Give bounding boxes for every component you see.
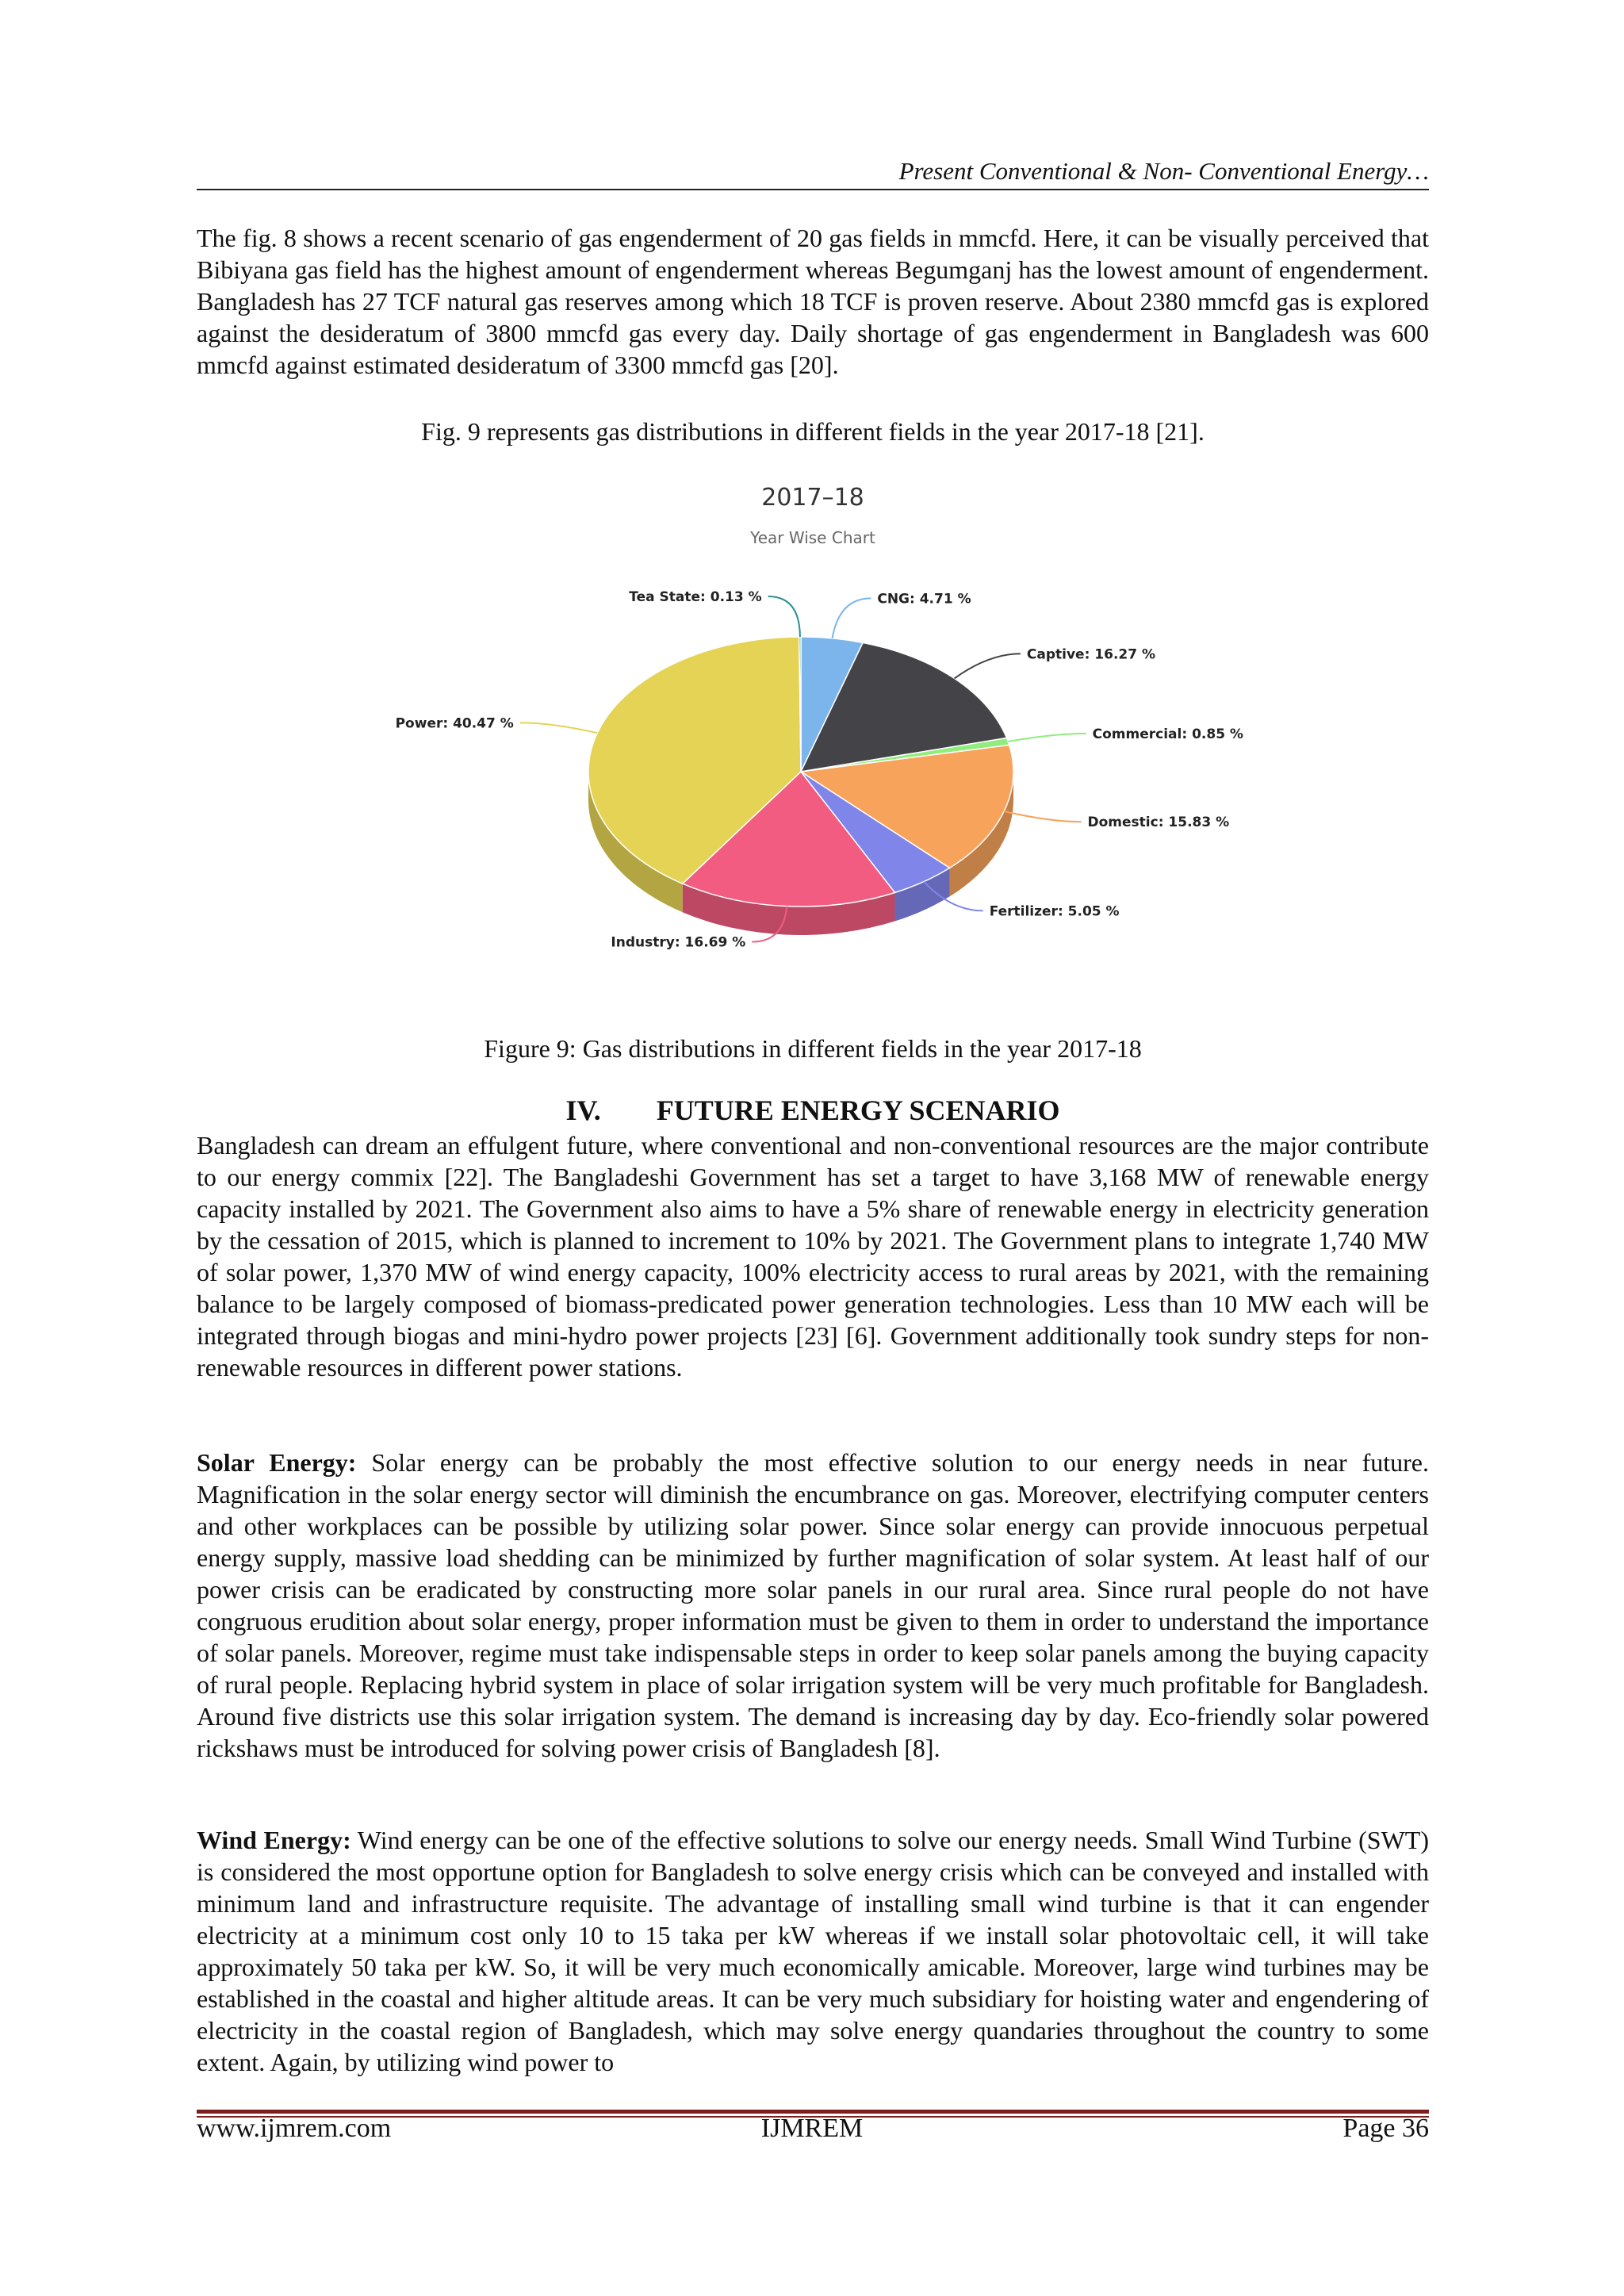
label-connector-3 (1004, 811, 1081, 822)
slice-label-2: Commercial: 0.85 % (1092, 726, 1243, 742)
wind-energy-text: Wind energy can be one of the effective solutions to solve our energy needs. Small Wind Turbine (SWT) is considered the most opportune option for Bangladesh to solve energy crisis which can be conveyed and installed with minimum land and infrastructure requisite. The advantage of installing small wind turbine is that it can engender electricity at a minimum cost only 10 to 15 taka per kW whereas if we install solar photovoltaic cell, it will take approximately 50 taka per kW. So, it will be very much economically amicable. Moreover, large wind turbines may be established in the coastal and higher altitude areas. It can be very much subsidiary for hoisting water and engendering of electricity in the coastal region of Bangladesh, which may solve energy quandaries throughout the country to some extent. Again, by utilizing wind power to (197, 1826, 1430, 2076)
wind-energy-label: Wind Energy: (197, 1826, 351, 1854)
label-connector-7 (768, 596, 800, 637)
pie-slices (588, 637, 1013, 935)
label-connector-2 (1008, 734, 1086, 742)
slice-label-4: Fertilizer: 5.05 % (989, 903, 1120, 920)
future-scenario-paragraph: Bangladesh can dream an effulgent future, where conventional and non-conventional resources are the major contribute to our energy commix [22]. The Bangladeshi Government has set a target to have 3,168 MW of renewable energy capacity installed by 2021. The Government also aims to have a 5% share of renewable energy in electricity generation by the cessation of 2015, which is planned to increment to 10% by 2021. The Government plans to integrate 1,740 MW of solar power, 1,370 MW of wind energy capacity, 100% electricity access to rural areas by 2021, with the remaining balance to be largely composed of biomass-predicated power generation technologies. Less than 10 MW each will be integrated through biogas and mini-hydro power projects [23] [6]. Government additionally took sundry steps for non-renewable resources in different power stations. (197, 1131, 1429, 1382)
footer-page-number: Page 36 (1342, 2114, 1429, 2143)
label-connector-6 (520, 723, 597, 733)
slice-label-5: Industry: 16.69 % (611, 934, 746, 951)
running-header: Present Conventional & Non- Conventional Energy… (898, 157, 1429, 185)
slice-label-6: Power: 40.47 % (395, 715, 514, 732)
pie-chart (373, 472, 1253, 979)
slice-label-7: Tea State: 0.13 % (629, 589, 762, 606)
section-number: IV. (565, 1094, 601, 1126)
section-title: FUTURE ENERGY SCENARIO (656, 1094, 1060, 1126)
section-heading (197, 1093, 1429, 1128)
chart-title: 2017–18 (761, 484, 864, 512)
label-connector-0 (833, 598, 871, 638)
slice-label-0: CNG: 4.71 % (877, 591, 971, 608)
solar-energy-label: Solar Energy: (197, 1448, 357, 1477)
intro-paragraph: The fig. 8 shows a recent scenario of gas engenderment of 20 gas fields in mmcfd. Here, it can be visually perceived that Bibiyana gas field has the highest amount of engenderment whereas Begumganj has the lowest amount of engenderment. Bangladesh has 27 TCF natural gas reserves among which 18 TCF is proven reserve. About 2380 mmcfd gas is explored against the desideratum of 3800 mmcfd gas every day. Daily shortage of gas engenderment in Bangladesh was 600 mmcfd against estimated desideratum of 3300 mmcfd gas [20]. (197, 224, 1429, 379)
slice-label-3: Domestic: 15.83 % (1087, 815, 1230, 831)
wind-energy-paragraph (197, 1824, 1429, 2078)
footer-website-link[interactable]: www.ijmrem.com (197, 2114, 392, 2143)
chart-subtitle: Year Wise Chart (750, 528, 875, 547)
footer-journal-name: IJMREM (760, 2114, 864, 2143)
slice-label-1: Captive: 16.27 % (1026, 646, 1156, 663)
label-connector-1 (955, 654, 1021, 678)
figure-caption: Figure 9: Gas distributions in different fields in the year 2017-18 (484, 1034, 1142, 1063)
solar-energy-paragraph (197, 1447, 1429, 1764)
header-rule (197, 189, 1429, 190)
figure-intro-text: Fig. 9 represents gas distributions in different fields in the year 2017-18 [21]. (421, 417, 1205, 446)
solar-energy-text: Solar energy can be probably the most effective solution to our energy needs in near future. Magnification in the solar energy sector will diminish the encumbrance on gas. Moreover, electrifying computer centers and other workplaces can be possible by utilizing solar power. Since solar energy can provide innocuous perpetual energy supply, massive load shedding can be minimized by further magnification of solar system. At least half of our power crisis can be eradicated by constructing more solar panels in our rural area. Since rural people do not have congruous erudition about solar energy, proper information must be given to them in order to understand the importance of solar panels. Moreover, regime must take indispensable steps in order to keep solar panels among the buying capacity of rural people. Replacing hybrid system in place of solar irrigation system will be very much profitable for Bangladesh. Around five districts use this solar irrigation system. The demand is increasing day by day. Eco-friendly solar powered rickshaws must be introduced for solving power crisis of Bangladesh [8]. (197, 1448, 1430, 1762)
